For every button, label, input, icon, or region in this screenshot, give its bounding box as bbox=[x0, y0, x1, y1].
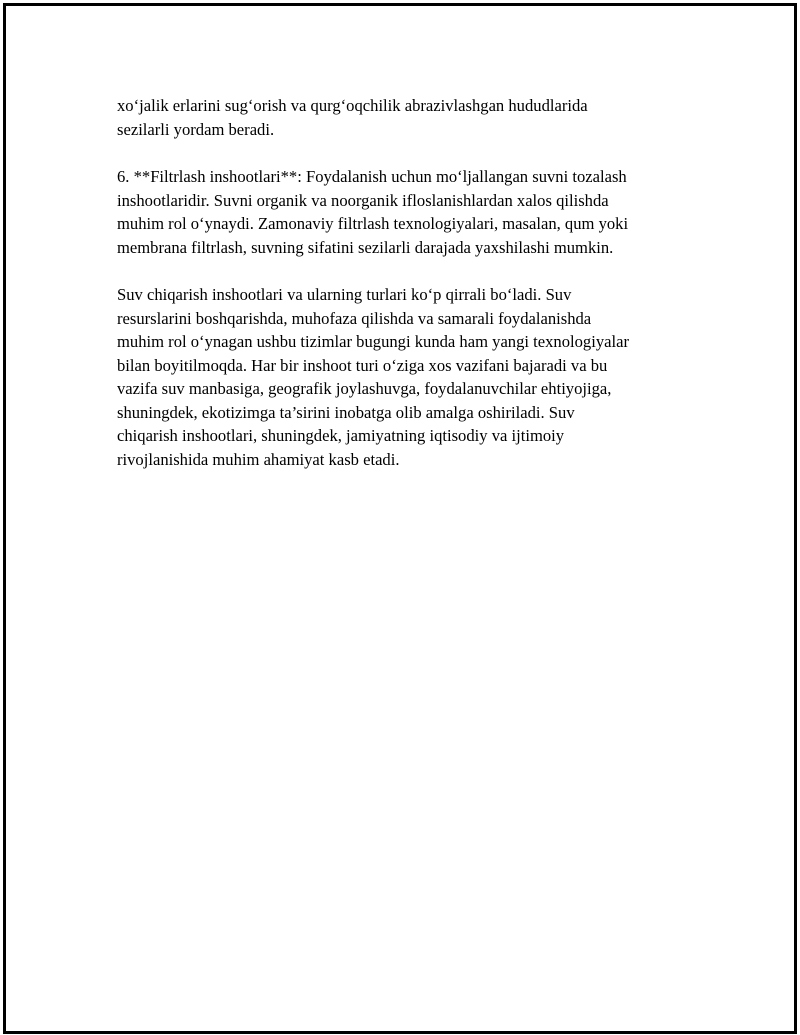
text-line: chiqarish inshootlari, shuningdek, jamiyatning iqtisodiy va ijtimoiy bbox=[117, 426, 565, 445]
paragraph-intro-continuation bbox=[117, 94, 697, 141]
text-line: muhim rol o‘ynaydi. Zamonaviy filtrlash texnologiyalari, masalan, qum yoki bbox=[117, 214, 629, 233]
text-line: membrana filtrlash, suvning sifatini sezilarli darajada yaxshilashi mumkin. bbox=[117, 237, 614, 257]
text-line: inshootlaridir. Suvni organik va noorganik ifloslanishlardan xalos qilishda bbox=[117, 190, 609, 210]
text-line: muhim rol o‘ynagan ushbu tizimlar bugungi kunda ham yangi texnologiyalar bbox=[117, 332, 629, 351]
text-line: xo‘jalik erlarini sug‘orish va qurg‘oqchilik abrazivlashgan hududlarida bbox=[117, 96, 588, 115]
text-line: resurslarini boshqarishda, muhofaza qilishda va samarali foydalanishda bbox=[117, 308, 592, 328]
paragraph-filtration bbox=[117, 165, 697, 259]
paragraph-conclusion bbox=[117, 283, 697, 471]
text-line: bilan boyitilmoqda. Har bir inshoot turi o‘ziga xos vazifani bajaradi va bu bbox=[117, 355, 608, 375]
document-body bbox=[117, 94, 697, 495]
text-line: shuningdek, ekotizimga ta’sirini inobatga olib amalga oshiriladi. Suv bbox=[117, 402, 575, 422]
text-line: 6. **Filtrlash inshootlari**: Foydalanish uchun mo‘ljallangan suvni tozalash bbox=[117, 167, 627, 186]
text-line: rivojlanishida muhim ahamiyat kasb etadi. bbox=[117, 449, 400, 469]
text-line: sezilarli yordam beradi. bbox=[117, 119, 275, 139]
text-line: Suv chiqarish inshootlari va ularning turlari ko‘p qirrali bo‘ladi. Suv bbox=[117, 285, 572, 304]
text-line: vazifa suv manbasiga, geografik joylashuvga, foydalanuvchilar ehtiyojiga, bbox=[117, 379, 612, 398]
